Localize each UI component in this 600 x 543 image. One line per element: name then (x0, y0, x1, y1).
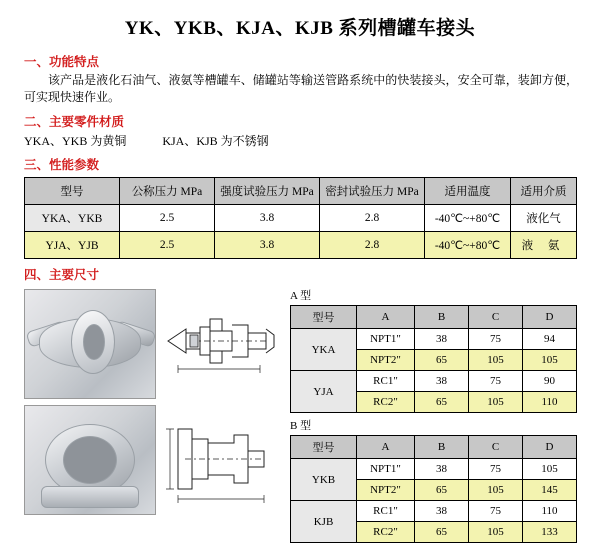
perf-r0-c1: 2.5 (120, 205, 215, 232)
table-row (25, 205, 577, 232)
perf-r0-c4: -40℃~+80℃ (425, 205, 511, 232)
perf-r1-c2: 3.8 (215, 232, 320, 259)
dima-r3-c4: 110 (523, 392, 577, 413)
dimb-r3-c1: RC2" (357, 522, 415, 543)
photo-b-flange (41, 486, 139, 508)
dima-model-yja: YJA (291, 371, 357, 413)
dimb-col-3: C (469, 436, 523, 459)
section-heading-dimensions: 四、主要尺寸 (24, 268, 100, 282)
dimb-r2-c4: 110 (523, 501, 577, 522)
product-drawing-b (160, 405, 278, 513)
material-right: KJA、KJB 为不锈钢 (162, 134, 269, 148)
dima-model-yka: YKA (291, 329, 357, 371)
dima-r2-c1: RC1" (357, 371, 415, 392)
dima-col-1: A (357, 306, 415, 329)
dima-r2-c2: 38 (415, 371, 469, 392)
drawing-a-svg (160, 289, 278, 397)
perf-r1-c3: 2.8 (320, 232, 425, 259)
dimb-r2-c1: RC1" (357, 501, 415, 522)
dimb-r0-c4: 105 (523, 459, 577, 480)
dima-r0-c1: NPT1" (357, 329, 415, 350)
dima-r0-c4: 94 (523, 329, 577, 350)
dima-col-2: B (415, 306, 469, 329)
dimension-block-a (290, 287, 577, 413)
dimension-table-a (290, 305, 577, 413)
dimb-r0-c3: 75 (469, 459, 523, 480)
dimension-label-a: A 型 (290, 290, 312, 302)
material-line (24, 132, 600, 149)
perf-col-1: 公称压力 MPa (120, 178, 215, 205)
table-row (291, 329, 577, 350)
product-photo-b (24, 405, 156, 515)
dimb-col-1: A (357, 436, 415, 459)
dimb-r1-c3: 105 (469, 480, 523, 501)
dima-r1-c1: NPT2" (357, 350, 415, 371)
photo-b-bore (63, 436, 117, 484)
dimb-r1-c2: 65 (415, 480, 469, 501)
dima-r0-c3: 75 (469, 329, 523, 350)
perf-r1-c4: -40℃~+80℃ (425, 232, 511, 259)
dima-col-3: C (469, 306, 523, 329)
table-row (25, 232, 577, 259)
dimb-r3-c3: 105 (469, 522, 523, 543)
features-text: 该产品是液化石油气、液氨等槽罐车、储罐站等输送管路系统中的快装接头，安全可靠，装卸方便，可实现快速作业。 (24, 73, 578, 104)
dimb-col-4: D (523, 436, 577, 459)
dimb-col-2: B (415, 436, 469, 459)
dimb-r1-c4: 145 (523, 480, 577, 501)
section-heading-material: 二、主要零件材质 (24, 115, 125, 129)
material-left: YKA、YKB 为黄铜 (24, 134, 127, 148)
dimb-model-kjb: KJB (291, 501, 357, 543)
dimension-block-b (290, 417, 577, 543)
perf-r1-c1: 2.5 (120, 232, 215, 259)
dimb-r2-c3: 75 (469, 501, 523, 522)
dima-r0-c2: 38 (415, 329, 469, 350)
perf-r0-c5: 液化气 (511, 205, 577, 232)
drawing-b-svg (160, 405, 278, 513)
table-header-row (25, 178, 577, 205)
table-header-row (291, 436, 577, 459)
dimb-col-0: 型号 (291, 436, 357, 459)
dima-r2-c3: 75 (469, 371, 523, 392)
dima-r1-c4: 105 (523, 350, 577, 371)
perf-r0-c3: 2.8 (320, 205, 425, 232)
product-photo-a (24, 289, 156, 399)
dimb-model-ykb: YKB (291, 459, 357, 501)
perf-r1-c5: 液 氨 (511, 232, 577, 259)
perf-col-4: 适用温度 (425, 178, 511, 205)
table-row (291, 459, 577, 480)
dimb-r3-c2: 65 (415, 522, 469, 543)
dimension-table-b (290, 435, 577, 543)
product-drawing-a (160, 289, 278, 397)
perf-col-3: 密封试验压力 MPa (320, 178, 425, 205)
dima-col-4: D (523, 306, 577, 329)
photo-a-bore (83, 324, 105, 360)
section-heading-performance: 三、性能参数 (24, 158, 100, 172)
dima-r1-c2: 65 (415, 350, 469, 371)
dimb-r1-c1: NPT2" (357, 480, 415, 501)
dimb-r0-c2: 38 (415, 459, 469, 480)
section-heading-features: 一、功能特点 (24, 55, 100, 69)
dima-r1-c3: 105 (469, 350, 523, 371)
page-title: YK、YKB、KJA、KJB 系列槽罐车接头 (124, 18, 476, 39)
perf-r0-c0: YKA、YKB (25, 205, 120, 232)
perf-r0-c2: 3.8 (215, 205, 320, 232)
dimb-r3-c4: 133 (523, 522, 577, 543)
dima-r3-c1: RC2" (357, 392, 415, 413)
perf-col-0: 型号 (25, 178, 120, 205)
perf-col-5: 适用介质 (511, 178, 577, 205)
dimension-label-b: B 型 (290, 420, 312, 432)
performance-table (24, 177, 577, 259)
dimensions-area (0, 289, 600, 538)
table-header-row (291, 306, 577, 329)
dimb-r2-c2: 38 (415, 501, 469, 522)
dimb-r0-c1: NPT1" (357, 459, 415, 480)
dima-r3-c2: 65 (415, 392, 469, 413)
perf-r1-c0: YJA、YJB (25, 232, 120, 259)
dima-col-0: 型号 (291, 306, 357, 329)
perf-col-2: 强度试验压力 MPa (215, 178, 320, 205)
table-row (291, 371, 577, 392)
table-row (291, 501, 577, 522)
dima-r2-c4: 90 (523, 371, 577, 392)
dima-r3-c3: 105 (469, 392, 523, 413)
